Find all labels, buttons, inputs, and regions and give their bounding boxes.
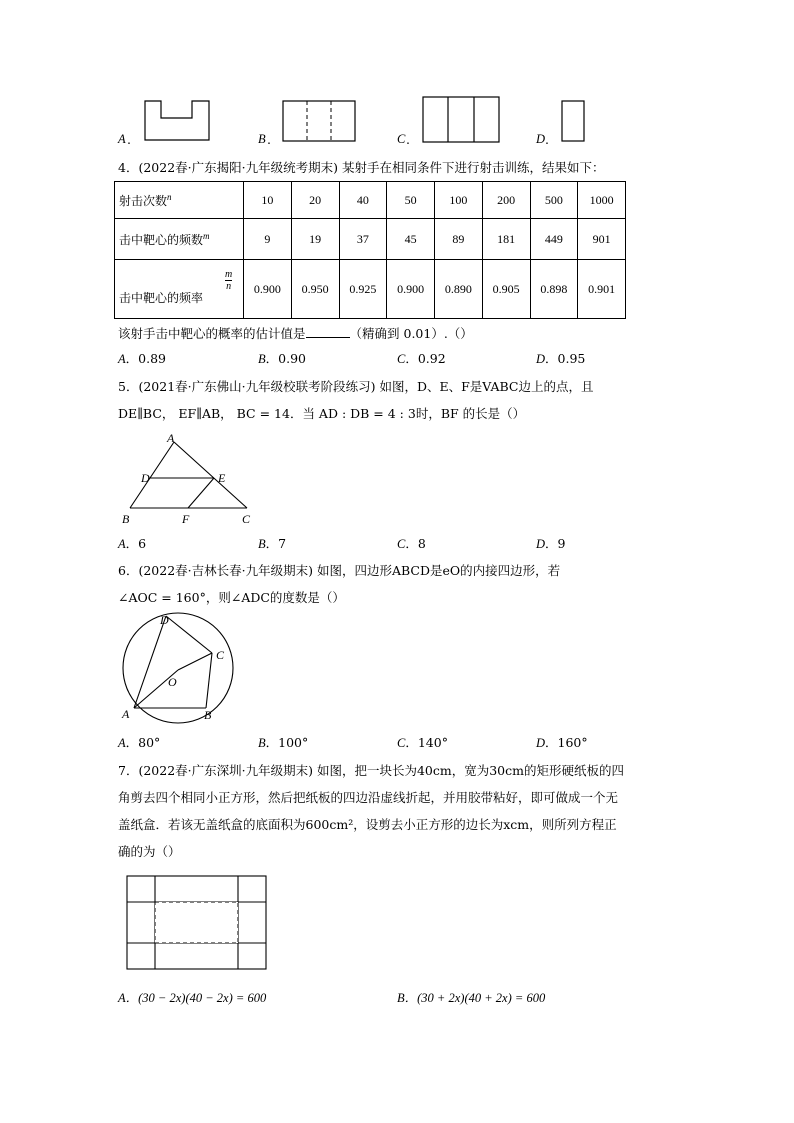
option-text: . [267, 132, 271, 147]
row-header: 击中靶心的频率 m n [115, 260, 244, 319]
table-cell: 901 [578, 219, 626, 260]
q5-line2: DE∥BC， EF∥AB， BC = 14．当 AD : DB = 4 : 3时，BF 的长是（） [118, 406, 526, 421]
table-cell: 45 [387, 219, 435, 260]
q4-stem: 该射手击中靶心的概率的估计值是 （精确到 0.01）.（） [118, 326, 473, 341]
q6-option-a[interactable]: A．80° [118, 735, 161, 750]
q4-option-d[interactable]: D．0.95 [536, 351, 586, 366]
q3-figure-b [282, 100, 358, 142]
q7-cardboard-figure [124, 873, 270, 973]
table-cell: 20 [291, 182, 339, 219]
table-cell: 181 [482, 219, 530, 260]
label-d: D [160, 613, 169, 627]
table-cell: 0.925 [339, 260, 387, 319]
option-letter: D [536, 132, 546, 146]
label-a: A [122, 707, 130, 721]
frequency-table [114, 181, 626, 319]
table-row [115, 219, 626, 260]
table-cell: 19 [291, 219, 339, 260]
q6-option-c[interactable]: C．140° [397, 735, 448, 750]
table-cell: 449 [530, 219, 578, 260]
q6-line2: ∠AOC = 160°，则∠ADC的度数是（） [118, 590, 345, 605]
option-letter: B [258, 132, 266, 146]
option-text: . [127, 132, 131, 147]
row-header: 射击次数$^n$ [115, 182, 244, 219]
option-letter: C [397, 132, 406, 146]
table-row [115, 182, 626, 219]
label-c: C [242, 512, 251, 526]
label-f: F [182, 512, 190, 526]
table-cell: 50 [387, 182, 435, 219]
table-cell: 0.900 [387, 260, 435, 319]
label-c: C [216, 648, 225, 662]
label-e: E [218, 471, 226, 485]
q7-line2: 角剪去四个相同小正方形，然后把纸板的四边沿虚线折起，并用胶带粘好，即可做成一个无 [118, 790, 619, 805]
q7-line1: 7．(2022春·广东深圳·九年级期末) 如图，把一块长为40cm，宽为30cm的矩形硬纸板的四 [118, 763, 624, 778]
q3-figure-c [422, 96, 502, 144]
table-cell: 0.900 [244, 260, 292, 319]
q4-option-b[interactable]: B．0.90 [258, 351, 306, 366]
table-row [115, 260, 626, 319]
q4-prompt: 4．(2022春·广东揭阳·九年级统考期末) 某射手在相同条件下进行射击训练，结果如下： [118, 160, 605, 175]
table-cell: 500 [530, 182, 578, 219]
q7-option-b[interactable]: B．(30 + 2x)(40 + 2x) = 600 [397, 991, 546, 1005]
option-letter: A [118, 132, 126, 146]
table-cell: 0.898 [530, 260, 578, 319]
table-cell: 37 [339, 219, 387, 260]
q6-option-b[interactable]: B．100° [258, 735, 309, 750]
q7-line4: 确的为（） [118, 844, 181, 859]
q5-option-c[interactable]: C．8 [397, 536, 426, 551]
table-cell: 0.890 [435, 260, 483, 319]
label-b: B [122, 512, 130, 526]
table-cell: 0.901 [578, 260, 626, 319]
table-cell: 89 [435, 219, 483, 260]
table-cell: 10 [244, 182, 292, 219]
table-cell: 0.905 [482, 260, 530, 319]
q4-option-c[interactable]: C．0.92 [397, 351, 446, 366]
table-cell: 100 [435, 182, 483, 219]
q5-option-b[interactable]: B．7 [258, 536, 287, 551]
q6-line1: 6．(2022春·吉林长春·九年级期末) 如图，四边形ABCD是eO的内接四边形，若 [118, 563, 561, 578]
table-cell: 0.950 [291, 260, 339, 319]
row-header: 击中靶心的频数$^m$ [115, 219, 244, 260]
q6-circle-figure [112, 608, 240, 728]
table-cell: 1000 [578, 182, 626, 219]
q5-line1: 5．(2021春·广东佛山·九年级校联考阶段练习) 如图，D、E、F是VABC边上的点，且 [118, 379, 594, 394]
q5-option-a[interactable]: A．6 [118, 536, 147, 551]
table-cell: 40 [339, 182, 387, 219]
q3-figure-d [561, 100, 587, 144]
option-text: . [545, 132, 549, 147]
q3-figure-a [144, 100, 214, 142]
label-b: B [204, 708, 212, 722]
answer-blank[interactable] [306, 325, 350, 338]
label-d: D [141, 471, 150, 485]
label-o: O [168, 675, 177, 689]
option-text: . [406, 132, 410, 147]
q7-option-a[interactable]: A．(30 − 2x)(40 − 2x) = 600 [118, 991, 267, 1005]
q6-option-d[interactable]: D．160° [536, 735, 588, 750]
q5-triangle-figure [116, 432, 266, 528]
q7-line3: 盖纸盒．若该无盖纸盒的底面积为600cm²，设剪去小正方形的边长为xcm，则所列方程正 [118, 817, 617, 832]
q5-option-d[interactable]: D．9 [536, 536, 566, 551]
table-cell: 9 [244, 219, 292, 260]
table-cell: 200 [482, 182, 530, 219]
label-a: A [167, 432, 175, 445]
q4-option-a[interactable]: A．0.89 [118, 351, 166, 366]
